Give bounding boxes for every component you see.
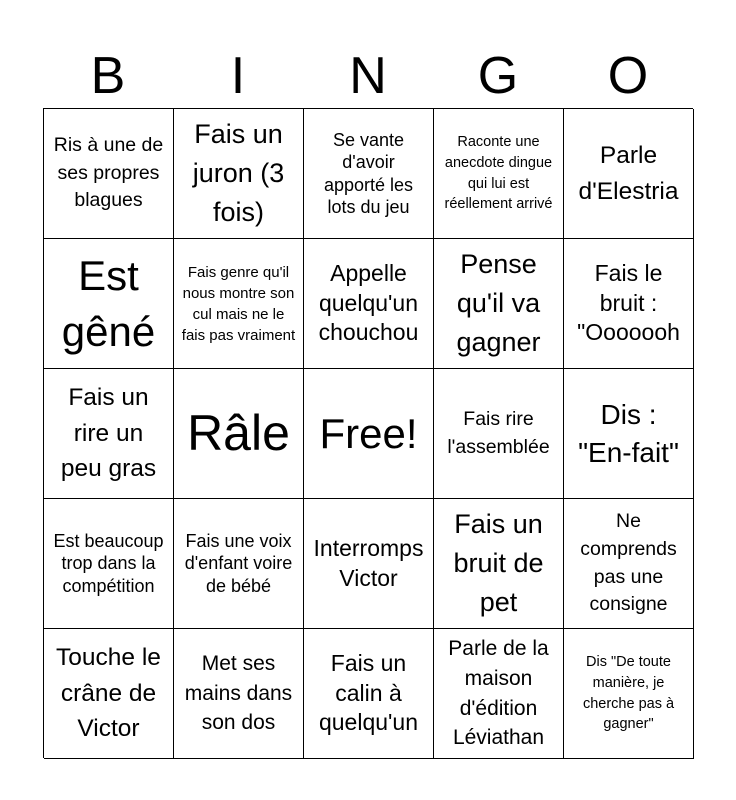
bingo-cell-r4c2[interactable]: Fais une voix d'enfant voire de bébé [174,499,304,629]
bingo-cell-r5c3[interactable]: Fais un calin à quelqu'un [304,629,434,759]
header-letter-g: G [477,47,519,105]
bingo-cell-r4c1[interactable]: Est beaucoup trop dans la compétition [44,499,174,629]
bingo-cell-r3c1[interactable]: Fais un rire un peu gras [44,369,174,499]
header-letter-i: I [230,47,246,105]
bingo-cell-r4c3[interactable]: Interromps Victor [304,499,434,629]
bingo-cell-r4c5[interactable]: Ne comprends pas une consigne [564,499,694,629]
bingo-cell-r1c3[interactable]: Se vante d'avoir apporté les lots du jeu [304,109,434,239]
bingo-cell-r2c5[interactable]: Fais le bruit : "Ooooooh [564,239,694,369]
bingo-cell-r1c1[interactable]: Ris à une de ses propres blagues [44,109,174,239]
bingo-cell-r5c4[interactable]: Parle de la maison d'édition Léviathan [434,629,564,759]
bingo-cell-r3c5[interactable]: Dis : "En-fait" [564,369,694,499]
bingo-cell-r3c2[interactable]: Râle [174,369,304,499]
bingo-cell-r2c3[interactable]: Appelle quelqu'un chouchou [304,239,434,369]
bingo-cell-r5c2[interactable]: Met ses mains dans son dos [174,629,304,759]
header-letter-b: B [90,47,126,105]
bingo-grid [43,108,693,758]
bingo-cell-r1c5[interactable]: Parle d'Elestria [564,109,694,239]
bingo-cell-r5c1[interactable]: Touche le crâne de Victor [44,629,174,759]
header-letter-o: O [607,47,649,105]
bingo-cell-r2c2[interactable]: Fais genre qu'il nous montre son cul mais ne le fais pas vraiment [174,239,304,369]
bingo-header [43,44,693,108]
bingo-cell-r2c4[interactable]: Pense qu'il va gagner [434,239,564,369]
bingo-cell-r4c4[interactable]: Fais un bruit de pet [434,499,564,629]
bingo-cell-r3c3[interactable]: Free! [304,369,434,499]
bingo-cell-r5c5[interactable]: Dis "De toute manière, je cherche pas à gagner" [564,629,694,759]
bingo-cell-r1c2[interactable]: Fais un juron (3 fois) [174,109,304,239]
bingo-cell-r3c4[interactable]: Fais rire l'assemblée [434,369,564,499]
bingo-cell-r2c1[interactable]: Est gêné [44,239,174,369]
bingo-cell-r1c4[interactable]: Raconte une anecdote dingue qui lui est réellement arrivé [434,109,564,239]
header-letter-n: N [349,47,387,105]
